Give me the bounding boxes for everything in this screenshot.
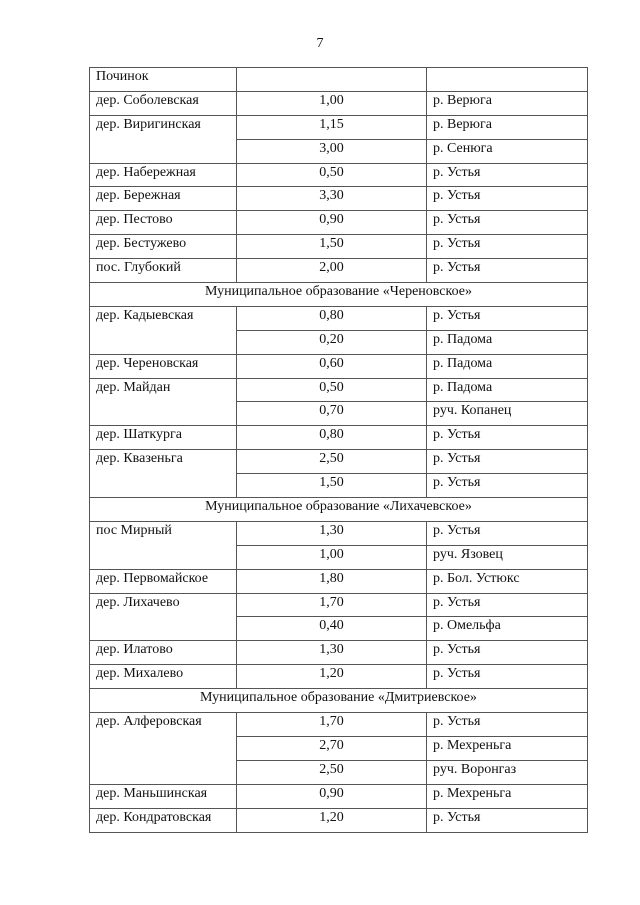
table-row xyxy=(90,91,588,115)
water-body-name: р. Устья xyxy=(427,521,588,545)
settlement-name: дер. Алферовская xyxy=(90,713,237,785)
water-body-name: р. Сенюга xyxy=(427,139,588,163)
distance-value: 0,50 xyxy=(237,163,427,187)
table-row xyxy=(90,68,588,92)
settlement-name: дер. Бережная xyxy=(90,187,237,211)
table-row xyxy=(90,426,588,450)
distance-value: 1,20 xyxy=(237,665,427,689)
table-row xyxy=(90,235,588,259)
water-body-name: р. Устья xyxy=(427,163,588,187)
distance-value: 0,50 xyxy=(237,378,427,402)
distance-value: 1,00 xyxy=(237,545,427,569)
water-body-name xyxy=(427,68,588,92)
water-body-name: р. Мехреньга xyxy=(427,784,588,808)
distance-value: 1,50 xyxy=(237,474,427,498)
settlement-name: дер. Илатово xyxy=(90,641,237,665)
table-row xyxy=(90,665,588,689)
distance-value: 0,40 xyxy=(237,617,427,641)
settlement-name: дер. Кондратовская xyxy=(90,808,237,832)
water-body-name: р. Устья xyxy=(427,665,588,689)
table-body xyxy=(90,68,588,833)
water-body-name: р. Устья xyxy=(427,713,588,737)
section-title: Муниципальное образование «Череновское» xyxy=(90,283,588,307)
table-row xyxy=(90,378,588,402)
water-body-name: р. Падома xyxy=(427,330,588,354)
water-body-name: р. Бол. Устюкс xyxy=(427,569,588,593)
water-body-name: р. Устья xyxy=(427,641,588,665)
table-row xyxy=(90,259,588,283)
water-body-name: р. Устья xyxy=(427,306,588,330)
water-body-name: р. Устья xyxy=(427,808,588,832)
distance-value: 0,90 xyxy=(237,784,427,808)
settlement-name: дер. Череновская xyxy=(90,354,237,378)
table-row xyxy=(90,521,588,545)
water-body-name: р. Устья xyxy=(427,235,588,259)
water-body-name: р. Устья xyxy=(427,474,588,498)
table-row xyxy=(90,306,588,330)
settlement-name: дер. Набережная xyxy=(90,163,237,187)
distance-value: 1,30 xyxy=(237,521,427,545)
water-body-name: руч. Воронгаз xyxy=(427,760,588,784)
section-header-row xyxy=(90,498,588,522)
water-body-name: р. Устья xyxy=(427,187,588,211)
water-body-name: р. Устья xyxy=(427,593,588,617)
distance-value: 0,90 xyxy=(237,211,427,235)
distance-value: 1,30 xyxy=(237,641,427,665)
table-row xyxy=(90,187,588,211)
settlement-name: дер. Маньшинская xyxy=(90,784,237,808)
settlement-name: дер. Кадыевская xyxy=(90,306,237,354)
distance-value: 1,70 xyxy=(237,593,427,617)
table-row xyxy=(90,450,588,474)
distance-value: 2,50 xyxy=(237,760,427,784)
distance-value: 3,00 xyxy=(237,139,427,163)
distance-value: 2,70 xyxy=(237,736,427,760)
water-body-name: р. Мехреньга xyxy=(427,736,588,760)
water-body-name: р. Падома xyxy=(427,378,588,402)
water-body-name: р. Устья xyxy=(427,450,588,474)
settlement-name: дер. Виригинская xyxy=(90,115,237,163)
distance-value xyxy=(237,68,427,92)
distance-value: 1,50 xyxy=(237,235,427,259)
distance-value: 0,70 xyxy=(237,402,427,426)
settlement-name: дер. Майдан xyxy=(90,378,237,426)
distance-value: 0,20 xyxy=(237,330,427,354)
settlement-name: дер. Бестужево xyxy=(90,235,237,259)
table-row xyxy=(90,354,588,378)
section-header-row xyxy=(90,283,588,307)
table-row xyxy=(90,569,588,593)
settlement-name: пос. Глубокий xyxy=(90,259,237,283)
table-row xyxy=(90,593,588,617)
table-row xyxy=(90,808,588,832)
distance-value: 1,80 xyxy=(237,569,427,593)
settlement-name: Починок xyxy=(90,68,237,92)
settlement-name: дер. Михалево xyxy=(90,665,237,689)
distance-value: 2,50 xyxy=(237,450,427,474)
table-row xyxy=(90,163,588,187)
settlement-name: дер. Соболевская xyxy=(90,91,237,115)
settlement-name: дер. Шаткурга xyxy=(90,426,237,450)
distance-value: 0,80 xyxy=(237,426,427,450)
water-body-name: руч. Язовец xyxy=(427,545,588,569)
water-body-name: р. Верюга xyxy=(427,115,588,139)
settlement-name: дер. Первомайское xyxy=(90,569,237,593)
settlement-name: дер. Квазеньга xyxy=(90,450,237,498)
water-body-name: р. Падома xyxy=(427,354,588,378)
water-body-name: р. Устья xyxy=(427,426,588,450)
settlement-name: дер. Пестово xyxy=(90,211,237,235)
settlements-table xyxy=(89,67,588,833)
distance-value: 1,15 xyxy=(237,115,427,139)
table-row xyxy=(90,211,588,235)
settlement-name: пос Мирный xyxy=(90,521,237,569)
water-body-name: р. Устья xyxy=(427,259,588,283)
table-row xyxy=(90,784,588,808)
distance-value: 0,60 xyxy=(237,354,427,378)
section-title: Муниципальное образование «Лихачевское» xyxy=(90,498,588,522)
distance-value: 1,70 xyxy=(237,713,427,737)
section-header-row xyxy=(90,689,588,713)
distance-value: 1,20 xyxy=(237,808,427,832)
water-body-name: р. Верюга xyxy=(427,91,588,115)
distance-value: 1,00 xyxy=(237,91,427,115)
page-number: 7 xyxy=(316,36,324,51)
water-body-name: р. Омельфа xyxy=(427,617,588,641)
distance-value: 2,00 xyxy=(237,259,427,283)
distance-value: 3,30 xyxy=(237,187,427,211)
table-row xyxy=(90,115,588,139)
table-row xyxy=(90,641,588,665)
settlement-name: дер. Лихачево xyxy=(90,593,237,641)
water-body-name: р. Устья xyxy=(427,211,588,235)
water-body-name: руч. Копанец xyxy=(427,402,588,426)
section-title: Муниципальное образование «Дмитриевское» xyxy=(90,689,588,713)
table-row xyxy=(90,713,588,737)
distance-value: 0,80 xyxy=(237,306,427,330)
